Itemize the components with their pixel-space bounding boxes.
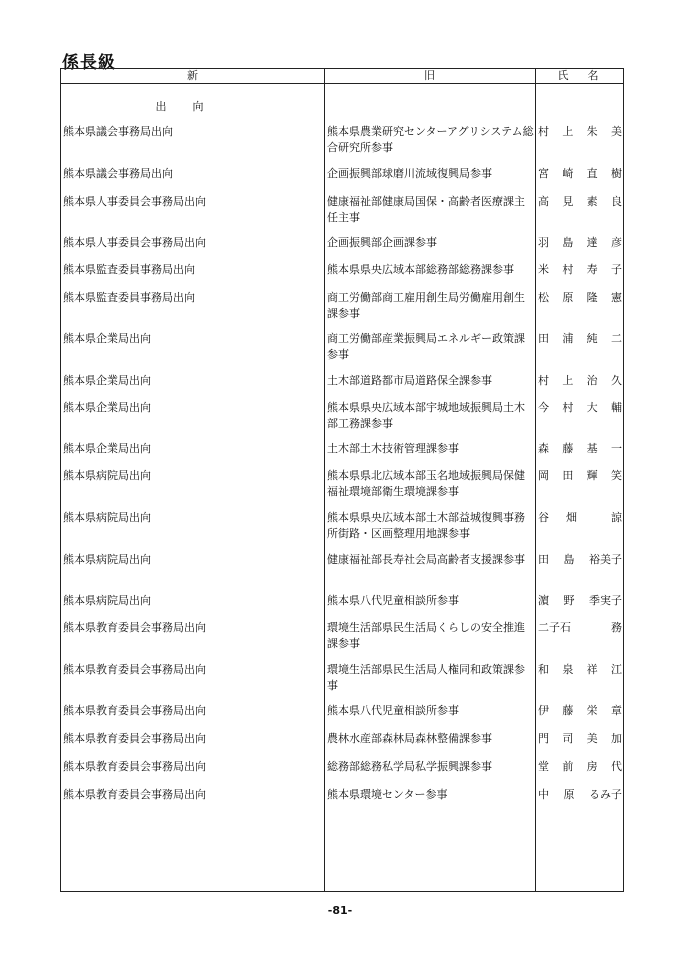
- name-part: 浦: [562, 332, 574, 345]
- name-part: 崎: [562, 167, 574, 180]
- person-name: [538, 510, 622, 526]
- name-part: るみ子: [589, 788, 622, 801]
- name-part: 松: [538, 291, 549, 304]
- name-part: 樹: [610, 167, 622, 180]
- new-position: 熊本県教育委員会事務局出向: [63, 760, 206, 773]
- old-position: 熊本県環境センター参事: [327, 788, 448, 801]
- name-part: 良: [610, 195, 622, 208]
- name-part: 江: [610, 663, 622, 676]
- person-name: [538, 662, 622, 678]
- name-part: 宮: [538, 167, 549, 180]
- new-position: 熊本県企業局出向: [63, 442, 151, 455]
- name-part: 島: [562, 236, 574, 249]
- name-part: 森: [538, 442, 549, 455]
- name-part: 達: [586, 236, 598, 249]
- header-old: 旧: [424, 69, 435, 82]
- person-name: [538, 290, 622, 306]
- name-part: 美: [610, 125, 622, 138]
- old-position: 土木部土木技術管理課参事: [327, 442, 459, 455]
- old-position: 健康福祉部健康局国保・高齢者医療課主任主事: [327, 195, 525, 224]
- name-part: 輔: [610, 401, 622, 414]
- old-position: 土木部道路都市局道路保全課参事: [327, 374, 492, 387]
- name-part: 治: [586, 374, 598, 387]
- name-part: 一: [610, 442, 622, 455]
- name-part: 裕美子: [589, 553, 622, 566]
- old-position: 商工労働部商工雇用創生局労働雇用創生課参事: [327, 291, 525, 320]
- old-position: 健康福祉部長寿社会局高齢者支援課参事: [327, 553, 525, 566]
- person-name: [538, 373, 622, 389]
- name-part: 二子石: [538, 621, 571, 634]
- new-position: 熊本県教育委員会事務局出向: [63, 663, 206, 676]
- name-part: 藤: [562, 442, 574, 455]
- new-position: 熊本県教育委員会事務局出向: [63, 732, 206, 745]
- name-part: 直: [586, 167, 598, 180]
- name-part: 諒: [611, 511, 622, 524]
- name-part: 純: [586, 332, 598, 345]
- name-part: 二: [610, 332, 622, 345]
- name-part: 濵: [538, 594, 549, 607]
- person-name: [538, 552, 622, 568]
- page-title: 係長級: [62, 53, 116, 73]
- person-name: [538, 731, 622, 747]
- name-part: 務: [611, 621, 622, 634]
- person-name: [538, 262, 622, 278]
- person-name: [538, 468, 622, 484]
- name-part: 村: [562, 401, 574, 414]
- old-position: 熊本県県央広域本部宇城地域振興局土木部工務課参事: [327, 401, 525, 430]
- name-part: 門: [538, 732, 549, 745]
- new-position: 熊本県議会事務局出向: [63, 125, 173, 138]
- name-part: 代: [610, 760, 622, 773]
- new-position: 熊本県企業局出向: [63, 332, 151, 345]
- name-part: 野: [563, 594, 575, 607]
- person-name: [538, 235, 622, 251]
- name-part: 田: [562, 469, 574, 482]
- name-part: 高: [538, 195, 549, 208]
- header-name: 氏 名: [557, 69, 603, 82]
- person-name: [538, 400, 622, 416]
- name-part: 子: [610, 263, 622, 276]
- name-part: 泉: [562, 663, 574, 676]
- new-position: 熊本県人事委員会事務局出向: [63, 236, 206, 249]
- name-part: 大: [586, 401, 598, 414]
- name-part: 輝: [586, 469, 598, 482]
- new-position: 熊本県人事委員会事務局出向: [63, 195, 206, 208]
- name-part: 島: [563, 553, 575, 566]
- new-position: 熊本県監査委員事務局出向: [63, 263, 195, 276]
- person-name: [538, 787, 622, 803]
- old-position: 企画振興部企画課参事: [327, 236, 437, 249]
- new-position: 熊本県教育委員会事務局出向: [63, 621, 206, 634]
- name-part: 寿: [586, 263, 598, 276]
- old-position: 農林水産部森林局森林整備課参事: [327, 732, 492, 745]
- new-position: 熊本県病院局出向: [63, 594, 151, 607]
- person-name: [538, 593, 622, 609]
- name-part: 基: [586, 442, 598, 455]
- person-name: [538, 441, 622, 457]
- name-part: 田: [538, 332, 549, 345]
- old-position: 環境生活部県民生活局くらしの安全推進課参事: [327, 621, 525, 650]
- name-part: 美: [586, 732, 598, 745]
- old-position: 熊本県八代児童相談所参事: [327, 594, 459, 607]
- name-part: 司: [562, 732, 574, 745]
- new-position: 熊本県病院局出向: [63, 511, 151, 524]
- old-position: 商工労働部産業振興局エネルギー政策課参事: [327, 332, 525, 361]
- name-part: 畑: [566, 511, 577, 524]
- name-part: 笑: [610, 469, 622, 482]
- name-part: 素: [586, 195, 598, 208]
- name-part: 上: [562, 125, 574, 138]
- name-part: 章: [610, 704, 622, 717]
- person-name: [538, 124, 622, 140]
- name-part: 米: [538, 263, 549, 276]
- name-part: 見: [562, 195, 574, 208]
- person-name: [538, 620, 622, 636]
- person-name: [538, 166, 622, 182]
- personnel-table: [60, 68, 624, 892]
- new-position: 熊本県病院局出向: [63, 469, 151, 482]
- name-part: 村: [538, 374, 549, 387]
- old-position: 熊本県農業研究センターアグリシステム総合研究所参事: [327, 125, 534, 154]
- name-part: 原: [563, 788, 575, 801]
- old-position: 熊本県県央広域本部土木部益城復興事務所街路・区画整理用地課参事: [327, 511, 525, 540]
- column-divider: [324, 69, 325, 891]
- name-part: 房: [586, 760, 598, 773]
- name-part: 田: [538, 553, 549, 566]
- name-part: 原: [562, 291, 574, 304]
- new-position: 熊本県教育委員会事務局出向: [63, 704, 206, 717]
- new-position: 熊本県病院局出向: [63, 553, 151, 566]
- name-part: 中: [538, 788, 549, 801]
- name-part: 久: [610, 374, 622, 387]
- section-label: 出向: [155, 100, 230, 113]
- name-part: 村: [538, 125, 549, 138]
- name-part: 村: [562, 263, 574, 276]
- name-part: 谷: [538, 511, 549, 524]
- name-part: 羽: [538, 236, 549, 249]
- name-part: 藤: [562, 704, 574, 717]
- old-position: 熊本県八代児童相談所参事: [327, 704, 459, 717]
- name-part: 前: [562, 760, 574, 773]
- name-part: 彦: [610, 236, 622, 249]
- name-part: 憲: [610, 291, 622, 304]
- old-position: 企画振興部球磨川流域復興局参事: [327, 167, 492, 180]
- header-divider: [61, 83, 623, 84]
- person-name: [538, 759, 622, 775]
- name-part: 岡: [538, 469, 549, 482]
- name-part: 朱: [586, 125, 598, 138]
- name-part: 季実子: [589, 594, 622, 607]
- new-position: 熊本県教育委員会事務局出向: [63, 788, 206, 801]
- column-divider: [535, 69, 536, 891]
- new-position: 熊本県議会事務局出向: [63, 167, 173, 180]
- name-part: 伊: [538, 704, 549, 717]
- old-position: 熊本県県北広域本部玉名地域振興局保健福祉環境部衛生環境課参事: [327, 469, 525, 498]
- person-name: [538, 331, 622, 347]
- old-position: 熊本県県央広域本部総務部総務課参事: [327, 263, 514, 276]
- old-position: 総務部総務私学局私学振興課参事: [327, 760, 492, 773]
- new-position: 熊本県監査委員事務局出向: [63, 291, 195, 304]
- name-part: 上: [562, 374, 574, 387]
- person-name: [538, 703, 622, 719]
- new-position: 熊本県企業局出向: [63, 374, 151, 387]
- name-part: 和: [538, 663, 549, 676]
- header-new: 新: [187, 69, 198, 82]
- name-part: 今: [538, 401, 549, 414]
- person-name: [538, 194, 622, 210]
- name-part: 隆: [586, 291, 598, 304]
- name-part: 祥: [586, 663, 598, 676]
- name-part: 堂: [538, 760, 549, 773]
- old-position: 環境生活部県民生活局人権同和政策課参事: [327, 663, 525, 692]
- name-part: 加: [610, 732, 622, 745]
- name-part: 栄: [586, 704, 598, 717]
- new-position: 熊本県企業局出向: [63, 401, 151, 414]
- page-number: -81-: [327, 904, 353, 917]
